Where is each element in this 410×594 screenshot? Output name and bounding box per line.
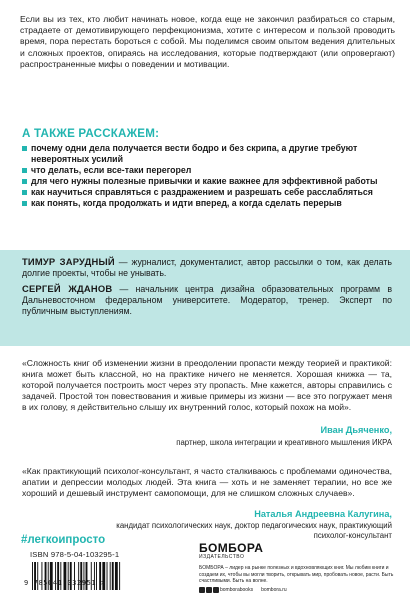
- also-title: А ТАКЖЕ РАССКАЖЕМ:: [22, 127, 160, 140]
- bullet-item: для чего нужны полезные привычки и какие важнее для эффективной работы: [22, 176, 392, 187]
- bullet-item: как понять, когда продолжать и идти вперед, а когда сделать перерыв: [22, 198, 392, 209]
- publisher-logo: БОМБОРА: [199, 541, 264, 555]
- publisher-description: БОМБОРА – лидер на рынке полезных и вдохновляющих книг. Мы любим книги и создаем их, чтобы вы могли творить, открывать мир, пробовать новое, расти. Быть счастливыми. Быть на волне.: [199, 565, 394, 585]
- reviewer-role: кандидат психологических наук, доктор педагогических наук, практикующий психолог-консультант: [116, 521, 392, 540]
- bullet-item: как научиться справляться с раздражением и разрешать себе расслабляться: [22, 187, 392, 198]
- review-quote: «Сложность книг об изменении жизни в преодолении пропасти между теорией и практикой: книга может быть классной, но на практике ничего не меняется. Хорошая книжка — та, которой получается построить мост через эту пропасть. Мне кажется, авторы справились с задачей. Простой тон повествования и живые примеры из жизни — все это погружает меня в их голову, я действительно слышу их внутренний голос, который похож на мой».: [22, 358, 392, 413]
- isbn-text: ISBN 978-5-04-103295-1: [30, 550, 120, 559]
- author-description: — журналист, документалист, автор рассылки о том, как делать долгие проекты, чтобы не унывать.: [22, 257, 392, 279]
- hashtag: #легкоипросто: [21, 534, 106, 546]
- also-section: [22, 127, 392, 210]
- intro-paragraph: Если вы из тех, кто любит начинать новое, когда еще не закончил разбираться со старым, страдаете от демотивирующего перфекционизма, хотите с интересом и пользой проводить время, пора перестать бороться с собой. Мы поделимся своим опытом ведения длительных и сложных проектов, опираясь на исследования, которые подтверждают (или опровергают) распространенные мифы о поведении и мотивации.: [20, 14, 395, 69]
- website-link[interactable]: bombora.ru: [261, 586, 287, 593]
- author-bio: [22, 256, 392, 279]
- social-icon: [213, 587, 219, 593]
- social-handle: bomborabooks: [220, 586, 254, 593]
- bullet-list: [22, 143, 392, 210]
- review-quote: «Как практикующий психолог-консультант, я часто сталкиваюсь с проблемами одиночества, апатии и депрессии молодых людей. Эта книга — хоть и не заменяет терапии, но все же хороший и дешевый инструмент самопомощи, для не слишком сложных случаев».: [22, 466, 392, 499]
- isbn-block: [24, 550, 170, 590]
- author-name: ТИМУР ЗАРУДНЫЙ: [22, 256, 115, 267]
- barcode-digits: 9 785041 032951 >: [24, 579, 106, 587]
- authors-box: [0, 250, 410, 346]
- social-icon: [206, 587, 212, 593]
- reviewer-role: партнер, школа интеграции и креативного мышления ИКРА: [176, 438, 392, 447]
- bullet-item: почему одни дела получается вести бодро и без скрипа, а другие требуют невероятных усилий: [22, 143, 392, 165]
- author-name: СЕРГЕЙ ЖДАНОВ: [22, 283, 113, 294]
- publisher-block: [199, 542, 399, 593]
- author-bio: [22, 283, 392, 318]
- publisher-socials: [199, 587, 399, 593]
- publisher-logo-sub: ИЗДАТЕЛЬСТВО: [199, 554, 245, 560]
- social-icon: [199, 587, 205, 593]
- reviewer-name: Иван Дьяченко,: [320, 425, 392, 435]
- author-description: — начальник центра дизайна образовательных программ в Дальневосточном федеральном университете. Модератор, тренер. Эксперт по публичным выступлениям.: [22, 284, 392, 317]
- bullet-item: что делать, если все-таки перегорел: [22, 165, 392, 176]
- reviewer-name: Наталья Андреевна Калугина,: [254, 509, 392, 519]
